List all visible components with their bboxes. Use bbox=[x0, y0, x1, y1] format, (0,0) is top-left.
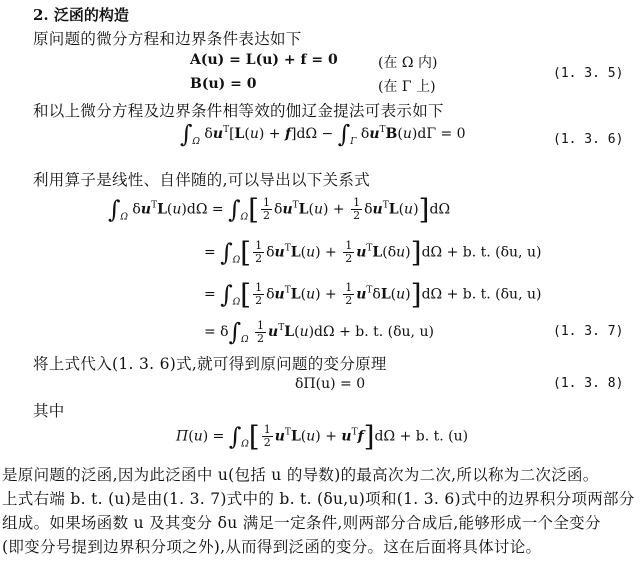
equation-number-1-3-5: (1. 3. 5) bbox=[553, 66, 624, 81]
equation-1-3-7-row1: $\int_\Omega$ $\delta u^TL(u)d\Omega = \int_\Omega$[ $\frac{1}{2}$ $\delta u^TL(u)$ + $\frac{1}{2}$ $\delta u^TL(u)]d\Omega$ bbox=[108, 193, 451, 226]
equation-1-3-7-bt-row2: b. t. (δu, u) bbox=[462, 244, 542, 261]
equation-1-3-5-line1: A(u) = L(u) + f = 0 bbox=[190, 52, 338, 68]
paragraph-line-2: 上式右端 b. t. (u)是由(1. 3. 7)式中的 b. t. (δu,u)项和(1. 3. 6)式中的边界积分项两部分 bbox=[2, 490, 635, 508]
equation-number-1-3-7: (1. 3. 7) bbox=[553, 324, 624, 339]
equation-1-3-5-note2: (在 Γ 上) bbox=[378, 79, 436, 95]
equation-number-1-3-8: (1. 3. 8) bbox=[553, 376, 624, 391]
equation-1-3-7-bt-row4: b. t. (δu, u) bbox=[355, 324, 434, 340]
linear-text: 利用算子是线性、自伴随的,可以导出以下关系式 bbox=[33, 171, 371, 189]
paragraph-line-1: 是原问题的泛函,因为此泛函中 u(包括 u 的导数)的最高次为二次,所以称为二次泛函。 bbox=[2, 466, 599, 484]
equation-functional: $\Pi(u) = \int_\Omega$[ $\frac{1}{2}$ $u^TL(u) + u^Tf]d\Omega + b$. t. (u) bbox=[176, 420, 469, 453]
equation-functional-bt: b. t. (u) bbox=[415, 428, 469, 445]
equation-1-3-5-note1: (在 Ω 内) bbox=[378, 55, 438, 71]
substitute-text: 将上式代入(1. 3. 6)式,就可得到原问题的变分原理 bbox=[33, 355, 387, 373]
equation-number-1-3-6: (1. 3. 6) bbox=[553, 132, 624, 147]
equation-1-3-6: $\int_\Omega$ $\delta u^T[L(u) + f]d\Omega - \int_\Gamma$ $\delta u^TB(u)d\Gamma = 0$ bbox=[180, 120, 466, 148]
equation-1-3-7-bt-row3: b. t. (δu, u) bbox=[462, 286, 542, 303]
galerkin-text: 和以上微分方程及边界条件相等效的伽辽金提法可表示如下 bbox=[33, 102, 444, 120]
paragraph-line-3: 组成。如果场函数 u 及其变分 δu 满足一定条件,则两部分合成后,能够形成一个全变分 bbox=[2, 514, 601, 532]
equation-1-3-5-line2: B(u) = 0 bbox=[190, 76, 257, 92]
section-heading: 2. 泛函的构造 bbox=[33, 6, 129, 24]
where-text: 其中 bbox=[33, 402, 65, 420]
equation-1-3-7-row4: = $\delta\int_\Omega$ $\frac{1}{2}$ $u^TL(u)d\Omega + b$. t. (δu, u) bbox=[204, 318, 434, 346]
intro-text: 原问题的微分方程和边界条件表达如下 bbox=[33, 30, 302, 48]
paragraph-line-4: (即变分号提到边界积分项之外),从而得到泛函的变分。这在后面将具体讨论。 bbox=[2, 538, 542, 556]
equation-1-3-8: δΠ(u) = 0 bbox=[295, 376, 366, 392]
equation-1-3-7-row3: = $\int_\Omega$[ $\frac{1}{2}$ $\delta u^TL(u)$ + $\frac{1}{2}$ $u^T\delta L(u)]d\Omega + b$. t. (δu, u) bbox=[204, 278, 542, 311]
equation-1-3-7-row2: = $\int_\Omega$[ $\frac{1}{2}$ $\delta u^TL(u)$ + $\frac{1}{2}$ $u^TL(\delta u)]d\Omega + b$. t. (δu, u) bbox=[204, 236, 542, 269]
